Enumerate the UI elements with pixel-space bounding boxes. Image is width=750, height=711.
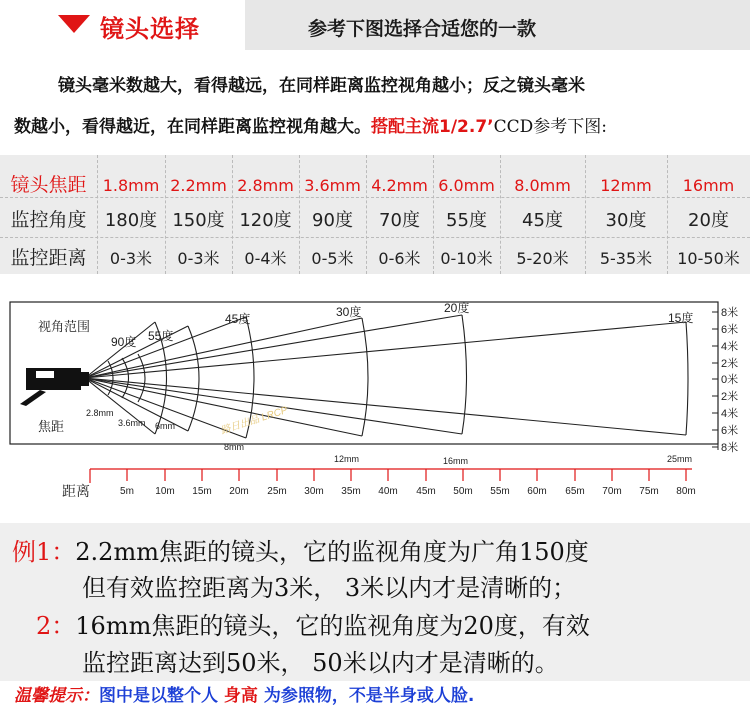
example-1-line-1	[12, 532, 589, 567]
height-scale-labels	[721, 305, 738, 454]
example-2-number: 2：	[36, 612, 76, 640]
focal-cell: 16mm	[682, 176, 735, 195]
distance-label: 距离	[62, 483, 90, 499]
focal-cell: 8.0mm	[514, 176, 571, 195]
focal-cell: 2.8mm	[237, 176, 294, 195]
focal-cell: 1.8mm	[102, 176, 160, 195]
height-label: 8米	[721, 442, 739, 454]
distance-cell: 0-10米	[440, 249, 493, 268]
page-title: 镜头选择	[100, 15, 200, 43]
height-label: 6米	[721, 324, 739, 336]
angle-cell: 180度	[104, 210, 158, 231]
lens-label: 3.6mm	[118, 418, 146, 428]
lens-label: 16mm	[443, 456, 469, 466]
example-1-text: 2.2mm焦距的镜头，它的监视角度为广角150度	[75, 538, 589, 566]
angle-cell: 120度	[239, 210, 292, 231]
example-1-line-2: 但有效监控距离为3米， 3米以内才是清晰的；	[82, 574, 577, 602]
distance-tick: 40m	[378, 486, 398, 497]
angle-label: 20度	[444, 301, 470, 315]
distance-tick: 60m	[527, 486, 547, 497]
angle-cell: 30度	[605, 210, 647, 231]
height-label: 2米	[721, 358, 739, 370]
angle-label: 30度	[336, 305, 362, 319]
row-label-angle: 监控角度	[10, 209, 87, 231]
distance-tick: 20m	[229, 486, 249, 497]
lens-label: 12mm	[334, 454, 360, 464]
intro-line-2-b: CCD参考下图:	[493, 117, 607, 137]
header-bar	[0, 0, 750, 50]
distance-cell: 5-35米	[599, 249, 653, 268]
distance-cell: 0-5米	[311, 249, 354, 268]
distance-cell: 5-20米	[516, 249, 569, 268]
down-triangle-icon	[58, 15, 90, 33]
distance-cell: 0-3米	[109, 249, 153, 268]
tip-text-3: 为参照物，不是半身或人脸.	[263, 686, 475, 706]
lens-label: 2.8mm	[86, 408, 114, 418]
height-label: 0米	[721, 374, 739, 386]
distance-tick: 30m	[304, 486, 324, 497]
distance-cell: 0-4米	[244, 249, 287, 268]
focal-cell: 6.0mm	[438, 176, 495, 195]
view-angle-label: 视角范围	[38, 319, 91, 334]
distance-tick: 55m	[490, 486, 510, 497]
distance-cell: 0-6米	[378, 249, 421, 268]
distance-tick: 45m	[416, 486, 436, 497]
distance-tick: 10m	[155, 486, 175, 497]
focal-cell: 3.6mm	[304, 176, 361, 195]
height-label: 2米	[721, 391, 739, 403]
angle-cell: 90度	[312, 210, 353, 231]
distance-tick: 65m	[565, 486, 585, 497]
angle-cell: 55度	[446, 210, 487, 231]
lens-label: 25mm	[667, 454, 693, 464]
height-label: 6米	[721, 425, 739, 437]
field-of-view-diagram	[0, 288, 750, 510]
tip-line	[14, 681, 474, 706]
angle-cell: 150度	[172, 210, 225, 231]
lens-label: 8mm	[224, 442, 244, 452]
angle-label: 55度	[148, 329, 174, 343]
watermark: 路日出品 LRCP	[219, 404, 289, 437]
row-label-focal: 镜头焦距	[10, 174, 87, 196]
lens-label: 6mm	[155, 421, 175, 431]
intro-line-2	[14, 112, 607, 137]
tip-text-2: 身高	[223, 686, 258, 706]
example-2-text: 16mm焦距的镜头，它的监视角度为20度，有效	[75, 612, 590, 640]
distance-cell: 10-50米	[677, 249, 740, 268]
distance-tick: 15m	[192, 486, 212, 497]
distance-tick: 50m	[453, 486, 473, 497]
focal-cell: 2.2mm	[170, 176, 227, 195]
distance-tick: 70m	[602, 486, 622, 497]
height-label: 8米	[721, 307, 739, 319]
distance-ruler	[90, 469, 692, 483]
lens-spec-table	[0, 155, 750, 274]
tip-text-1: 图中是以整个人	[99, 686, 218, 706]
angle-cell: 45度	[522, 210, 563, 231]
distance-tick: 25m	[267, 486, 287, 497]
distance-tick: 75m	[639, 486, 659, 497]
row-label-distance: 监控距离	[10, 247, 87, 269]
intro-line-2-a: 数越小，看得越近，在同样距离监控视角越大。	[14, 117, 371, 137]
distance-tick: 80m	[676, 486, 696, 497]
header-title-box	[0, 0, 245, 50]
angle-cell: 70度	[379, 210, 420, 231]
distance-tick-labels	[120, 486, 696, 497]
examples-box	[0, 523, 750, 681]
angle-label: 15度	[668, 311, 694, 325]
page-subtitle: 参考下图选择合适您的一款	[308, 18, 537, 40]
height-label: 4米	[721, 341, 739, 353]
example-2-line-2: 监控距离达到50米， 50米以内才是清晰的。	[82, 649, 559, 677]
focal-cell: 12mm	[600, 176, 652, 195]
height-label: 4米	[721, 408, 739, 420]
angle-label: 45度	[225, 312, 251, 326]
tip-label: 温馨提示：	[14, 686, 99, 706]
distance-cell: 0-3米	[177, 249, 220, 268]
intro-highlight: 搭配主流1/2.7’	[371, 117, 494, 137]
intro-line-1: 镜头毫米数越大，看得越远，在同样距离监控视角越小；反之镜头毫米	[58, 76, 585, 96]
distance-tick: 35m	[341, 486, 361, 497]
focal-cell: 4.2mm	[371, 176, 428, 195]
angle-cell: 20度	[688, 210, 729, 231]
angle-label: 90度	[111, 335, 137, 349]
distance-tick: 5m	[120, 486, 134, 497]
example-1-number: 例1：	[12, 538, 76, 566]
focal-label: 焦距	[38, 419, 65, 434]
example-2-line-1	[36, 606, 590, 641]
